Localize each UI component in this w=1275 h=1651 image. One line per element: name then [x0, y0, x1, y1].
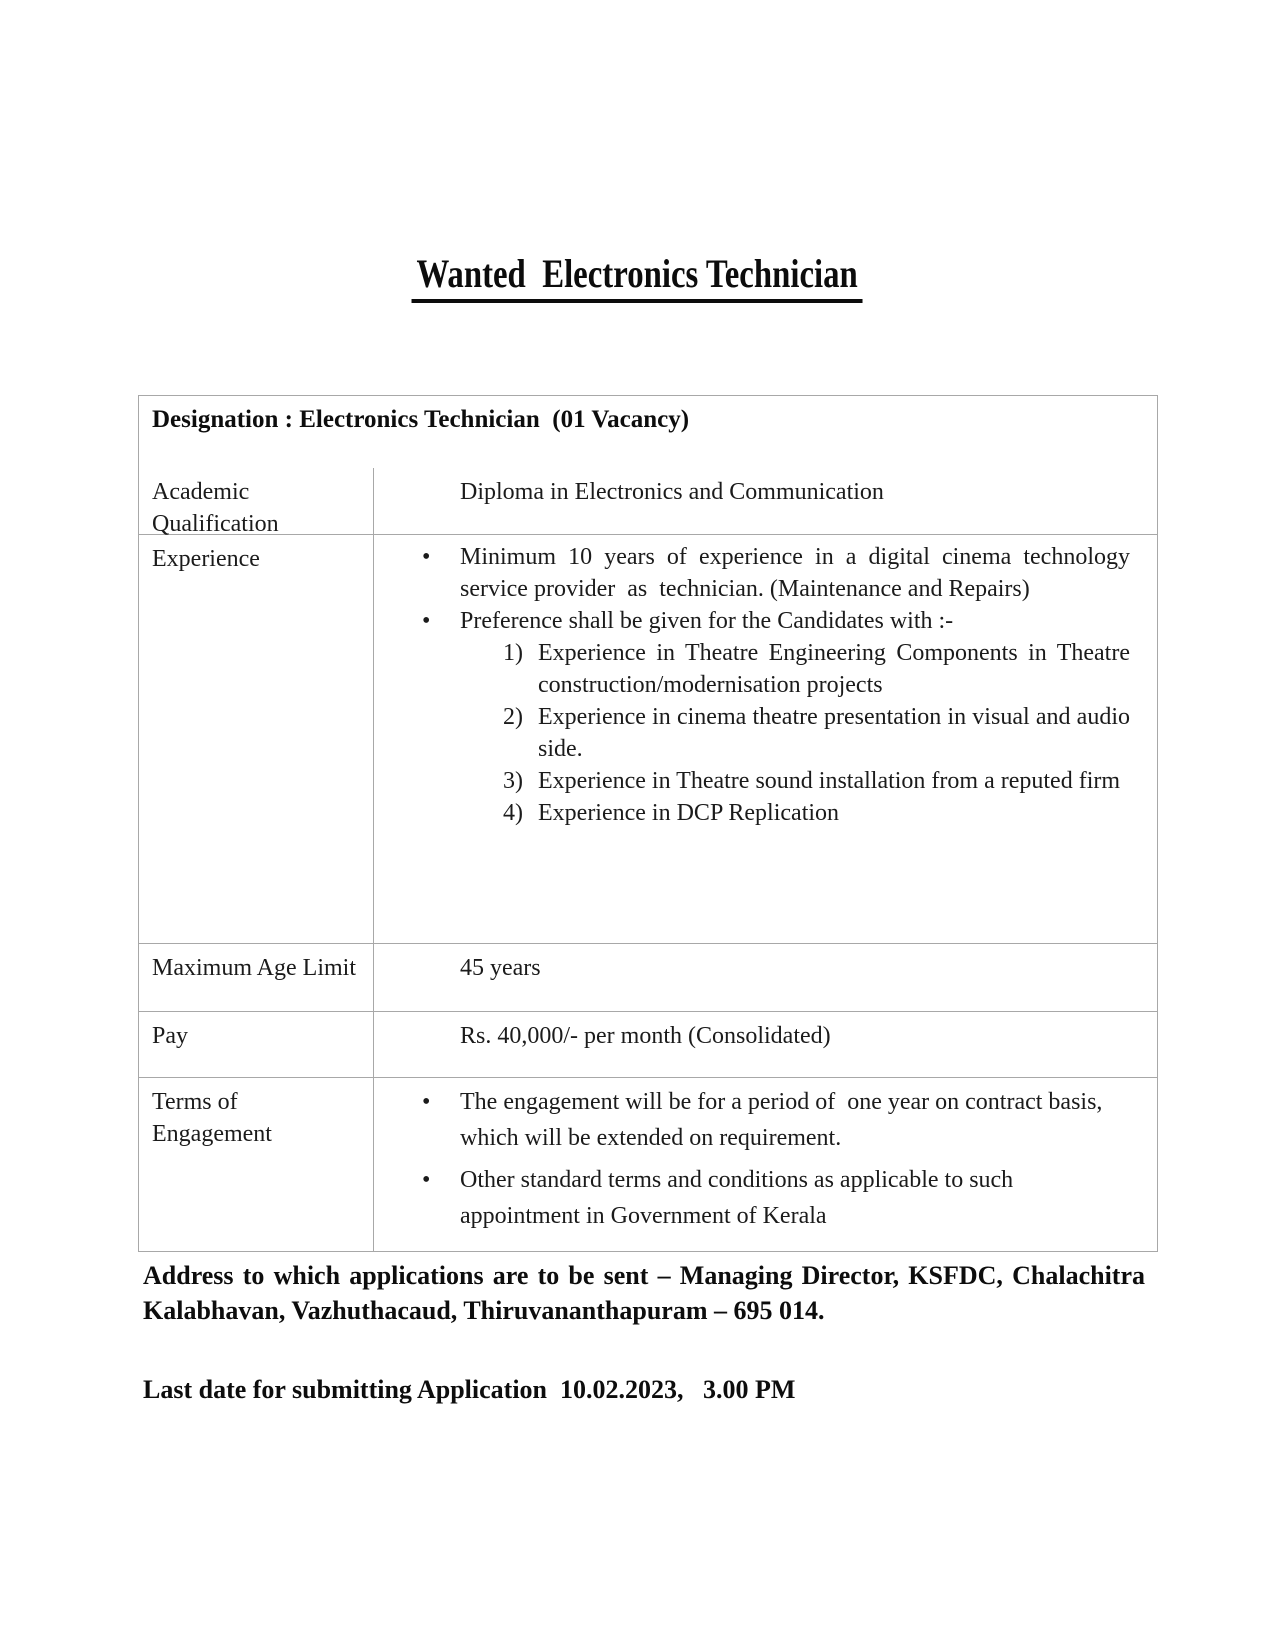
list-number: 4) — [503, 800, 523, 826]
list-number: 3) — [503, 768, 523, 794]
numbered-text: Experience in Theatre sound installation from a reputed firm — [538, 768, 1121, 794]
bullet-icon: • — [422, 1089, 431, 1115]
row-label-pay: Pay — [152, 1023, 188, 1049]
list-item — [374, 797, 1143, 829]
address-paragraph: Address to which applications are to be sent – Managing Director, KSFDC, Chalachitra Kalabhavan, Vazhuthacaud, Thiruvananthapuram – 695 014. — [143, 1261, 1152, 1325]
list-item — [374, 541, 1143, 605]
list-item — [374, 605, 1143, 637]
list-item — [374, 1084, 1143, 1156]
row-label-experience: Experience — [152, 546, 260, 572]
row-label-academic-qualification: Academic Qualification — [152, 479, 279, 537]
terms-bullet-list — [374, 1084, 1143, 1234]
bullet-text: Minimum 10 years of experience in a digital cinema technology service provider as technician. (Maintenance and Repairs) — [460, 544, 1136, 602]
bullet-icon: • — [422, 1167, 431, 1193]
bullet-icon: • — [422, 608, 431, 634]
numbered-text: Experience in Theatre Engineering Components in Theatre construction/modernisation projects — [538, 640, 1136, 698]
row-label-maximum-age-limit: Maximum Age Limit — [152, 955, 356, 981]
row-label-terms-of-engagement: Terms of Engagement — [152, 1089, 272, 1147]
table-row-academic-qualification — [139, 468, 1157, 537]
row-value-experience — [373, 535, 1157, 943]
vacancy-table — [138, 395, 1158, 1252]
page-title — [0, 252, 1275, 303]
table-row-maximum-age-limit — [139, 943, 1157, 1011]
bullet-icon: • — [422, 544, 431, 570]
table-row-pay — [139, 1011, 1157, 1077]
row-value-academic-qualification: Diploma in Electronics and Communication — [373, 468, 1157, 534]
row-value-maximum-age-limit: 45 years — [373, 944, 1157, 1011]
page-title-text: Wanted Electronics Technician — [412, 252, 863, 303]
list-number: 1) — [503, 640, 523, 666]
row-value-terms-of-engagement — [373, 1078, 1157, 1251]
list-item — [374, 701, 1143, 765]
numbered-text: Experience in DCP Replication — [538, 800, 840, 826]
table-row-terms-of-engagement — [139, 1077, 1157, 1251]
list-item — [374, 765, 1143, 797]
experience-bullet-list — [374, 541, 1143, 829]
list-item — [374, 637, 1143, 701]
list-item — [374, 1162, 1143, 1234]
bullet-text: The engagement will be for a period of one year on contract basis, which will be extended on requirement. — [460, 1089, 1109, 1151]
bullet-text: Other standard terms and conditions as applicable to such appointment in Government of Kerala — [460, 1167, 1020, 1229]
row-value-pay: Rs. 40,000/- per month (Consolidated) — [373, 1012, 1157, 1077]
numbered-text: Experience in cinema theatre presentation in visual and audio side. — [538, 704, 1136, 762]
list-number: 2) — [503, 704, 523, 730]
bullet-text: Preference shall be given for the Candidates with :- — [460, 608, 954, 634]
table-row-experience — [139, 534, 1157, 943]
table-header-designation: Designation : Electronics Technician (01 Vacancy) — [152, 406, 690, 433]
last-date-paragraph: Last date for submitting Application 10.02.2023, 3.00 PM — [143, 1375, 796, 1404]
